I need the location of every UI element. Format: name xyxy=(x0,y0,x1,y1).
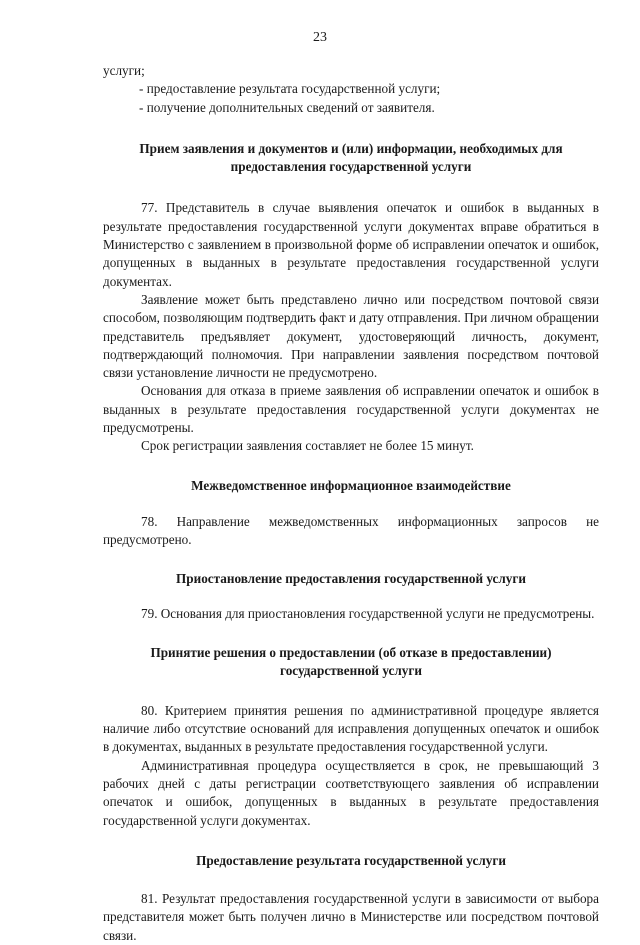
paragraph-77: 77. Представитель в случае выявления опечаток и ошибок в выданных в результате предоставления государственной услуги документах вправе обратиться в Министерство с заявлением в произвольной форме об исправлении опечаток и ошибок, допущенных в выданных в результате предоставления государственной услуги документах. xyxy=(103,200,599,289)
paragraph-81: 81. Результат предоставления государственной услуги в зависимости от выбора представителя может быть получен лично в Министерстве или посредством почтовой связи. xyxy=(103,891,599,943)
heading-line: предоставления государственной услуги xyxy=(230,159,472,175)
continued-text: услуги; xyxy=(103,63,145,78)
section-heading-result xyxy=(103,852,599,870)
paragraph-80: 80. Критерием принятия решения по административной процедуре является наличие либо отсутствие оснований для исправления допущенных опечаток и ошибок в документах, выданных в результате предоставления государственной услуги. xyxy=(103,702,599,755)
paragraph: Основания для отказа в приеме заявления об исправлении опечаток и ошибок в выданных в результате предоставления государственной услуги документах не предусмотрены. xyxy=(103,383,599,436)
page-number: 23 xyxy=(313,30,327,45)
list-item: - получение дополнительных сведений от заявителя. xyxy=(139,99,435,115)
paragraph-79: 79. Основания для приостановления государственной услуги не предусмотрены. xyxy=(141,605,595,621)
section-heading-interagency xyxy=(103,477,599,495)
heading-line: Принятие решения о предоставлении (об отказе в предоставлении) xyxy=(150,645,552,661)
page-content xyxy=(103,62,599,945)
heading-line: Прием заявления и документов и (или) информации, необходимых для xyxy=(139,140,563,156)
heading-line: государственной услуги xyxy=(280,663,422,679)
section-heading-suspension xyxy=(103,570,599,588)
section-heading-reception xyxy=(103,140,599,177)
paragraph: Административная процедура осуществляется в срок, не превышающий 3 рабочих дней с даты регистрации соответствующего заявления об исправлении опечаток и ошибок, допущенных в выданных в результате предоставления государственной услуги документах. xyxy=(103,757,599,828)
paragraph-78: 78. Направление межведомственных информационных запросов не предусмотрено. xyxy=(103,513,599,548)
heading-line: Приостановление предоставления государственной услуги xyxy=(176,570,526,586)
heading-line: Предоставление результата государственной услуги xyxy=(196,852,506,868)
heading-line: Межведомственное информационное взаимодействие xyxy=(191,477,511,493)
section-heading-decision xyxy=(103,644,599,681)
paragraph: Срок регистрации заявления составляет не более 15 минут. xyxy=(141,438,474,454)
paragraph: Заявление может быть представлено лично или посредством почтовой связи способом, позволяющим подтвердить факт и дату отправления. При личном обращении представитель предъявляет документ, удостоверяющий личность, документ, подтверждающий полномочия. При направлении заявления посредством почтовой связи установление личности не предусмотрено. xyxy=(103,291,599,381)
list-item: - предоставление результата государственной услуги; xyxy=(139,81,441,97)
